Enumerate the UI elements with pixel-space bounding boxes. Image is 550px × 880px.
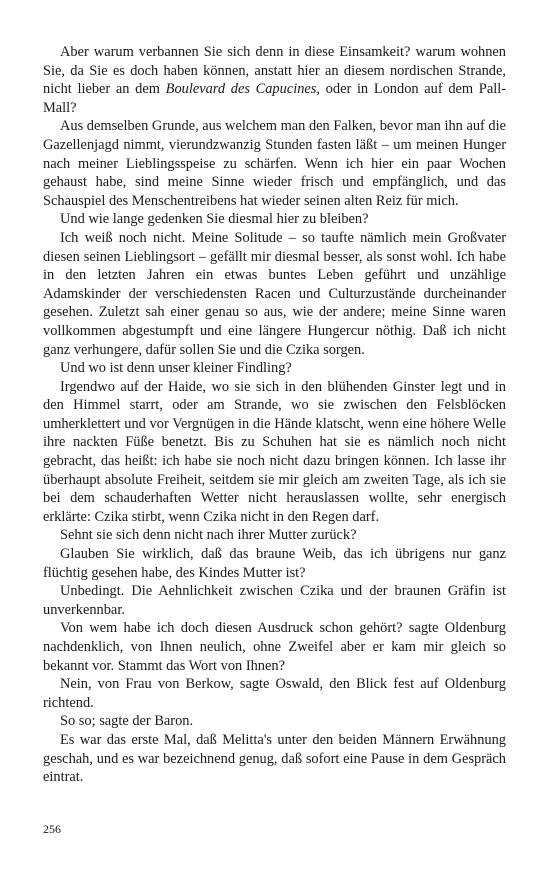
paragraph <box>43 619 506 675</box>
text-run: Sehnt sie sich denn nicht nach ihrer Mutter zurück? <box>60 527 357 544</box>
paragraph <box>43 675 506 712</box>
paragraph <box>43 359 506 378</box>
text-run: Unbedingt. Die Aehnlichkeit zwischen Czika und der braunen Gräfin ist unverkennbar. <box>43 583 506 618</box>
text-run: , oder in London auf dem Pall-Mall? <box>43 81 506 116</box>
text-run: Aus demselben Grunde, aus welchem man den Falken, bevor man ihn auf die Gazellenjagd nimmt, vierundzwanzig Stunden fasten läßt – um meinen Hunger nach meiner Lieblingsspeise zu schärfen. Wenn ich hier ein paar Wochen gehaust habe, sind meine Sinne wieder frisch und empfänglich, und das Schauspiel des Menschentreibens hat wieder seinen alten Reiz für mich. <box>43 118 506 209</box>
text-run: So so; sagte der Baron. <box>60 713 194 730</box>
text-run: Nein, von Frau von Berkow, sagte Oswald, den Blick fest auf Oldenburg richtend. <box>43 676 506 711</box>
paragraph <box>43 210 506 229</box>
text-run: Und wo ist denn unser kleiner Findling? <box>60 360 292 377</box>
text-run: Glauben Sie wirklich, daß das braune Weib, das ich übrigens nur ganz flüchtig gesehen habe, des Kindes Mutter ist? <box>43 546 506 581</box>
paragraph <box>43 712 506 731</box>
body-text <box>43 43 506 787</box>
paragraph <box>43 117 506 210</box>
text-run: Und wie lange gedenken Sie diesmal hier zu bleiben? <box>60 211 369 228</box>
paragraph <box>43 731 506 787</box>
text-run: Es war das erste Mal, daß Melitta's unter den beiden Männern Erwähnung geschah, und es war bezeichnend genug, daß sofort eine Pause in dem Gespräch eintrat. <box>43 731 506 786</box>
text-run: Von wem habe ich doch diesen Ausdruck schon gehört? sagte Oldenburg nachdenklich, von Ihnen neulich, ohne Zweifel aber er kam mir gleich so bekannt vor. Stammt das Wort von Ihnen? <box>43 620 506 674</box>
paragraph <box>43 582 506 619</box>
paragraph <box>43 526 506 545</box>
italic-text: Boulevard des Capucines <box>165 81 317 98</box>
text-run: Ich weiß noch nicht. Meine Solitude – so taufte nämlich mein Großvater diesen seinen Lieblingsort – gefällt mir diesmal besser, als sonst wohl. Ich habe in den letzten Jahren ein etwas buntes Leben geführt und unzählige Adamskinder der verschiedensten Racen und Culturzustände durcheinander gesehen. Zuletzt sah einer genau so aus, wie der andere; meine Sinne waren vollkommen abgestumpft und eine längere Hungercur nöthig. Daß ich nicht ganz verhungere, dafür sollen Sie und die Czika sorgen. <box>43 229 506 358</box>
text-run: Irgendwo auf der Haide, wo sie sich in den blühenden Ginster legt und in den Himmel starrt, oder am Strande, wo sie zwischen den Felsblöcken umherklettert und vor Vergnügen in die Hände klatscht, wenn eine höhere Welle ihre nackten Füße benetzt. Bis zu Schuhen hat sie es nämlich noch nicht gebracht, das heißt: ich habe sie noch nicht dazu bringen können. Ich lasse ihr überhaupt absolute Freiheit, seitdem sie mir gleich am zweiten Tage, als ich sie bei dem schauderhaften Wetter nicht herauslassen wollte, sehr energisch erklärte: Czika stirbt, wenn Czika nicht in den Regen darf. <box>43 378 506 525</box>
paragraph <box>43 229 506 359</box>
page-number: 256 <box>43 822 61 836</box>
paragraph <box>43 545 506 582</box>
paragraph <box>43 43 506 117</box>
text-run: Aber warum verbannen Sie sich denn in diese Einsamkeit? warum wohnen Sie, da Sie es doch haben können, anstatt hier an diesem nordischen Strande, nicht lieber an dem <box>43 44 506 98</box>
paragraph <box>43 378 506 527</box>
